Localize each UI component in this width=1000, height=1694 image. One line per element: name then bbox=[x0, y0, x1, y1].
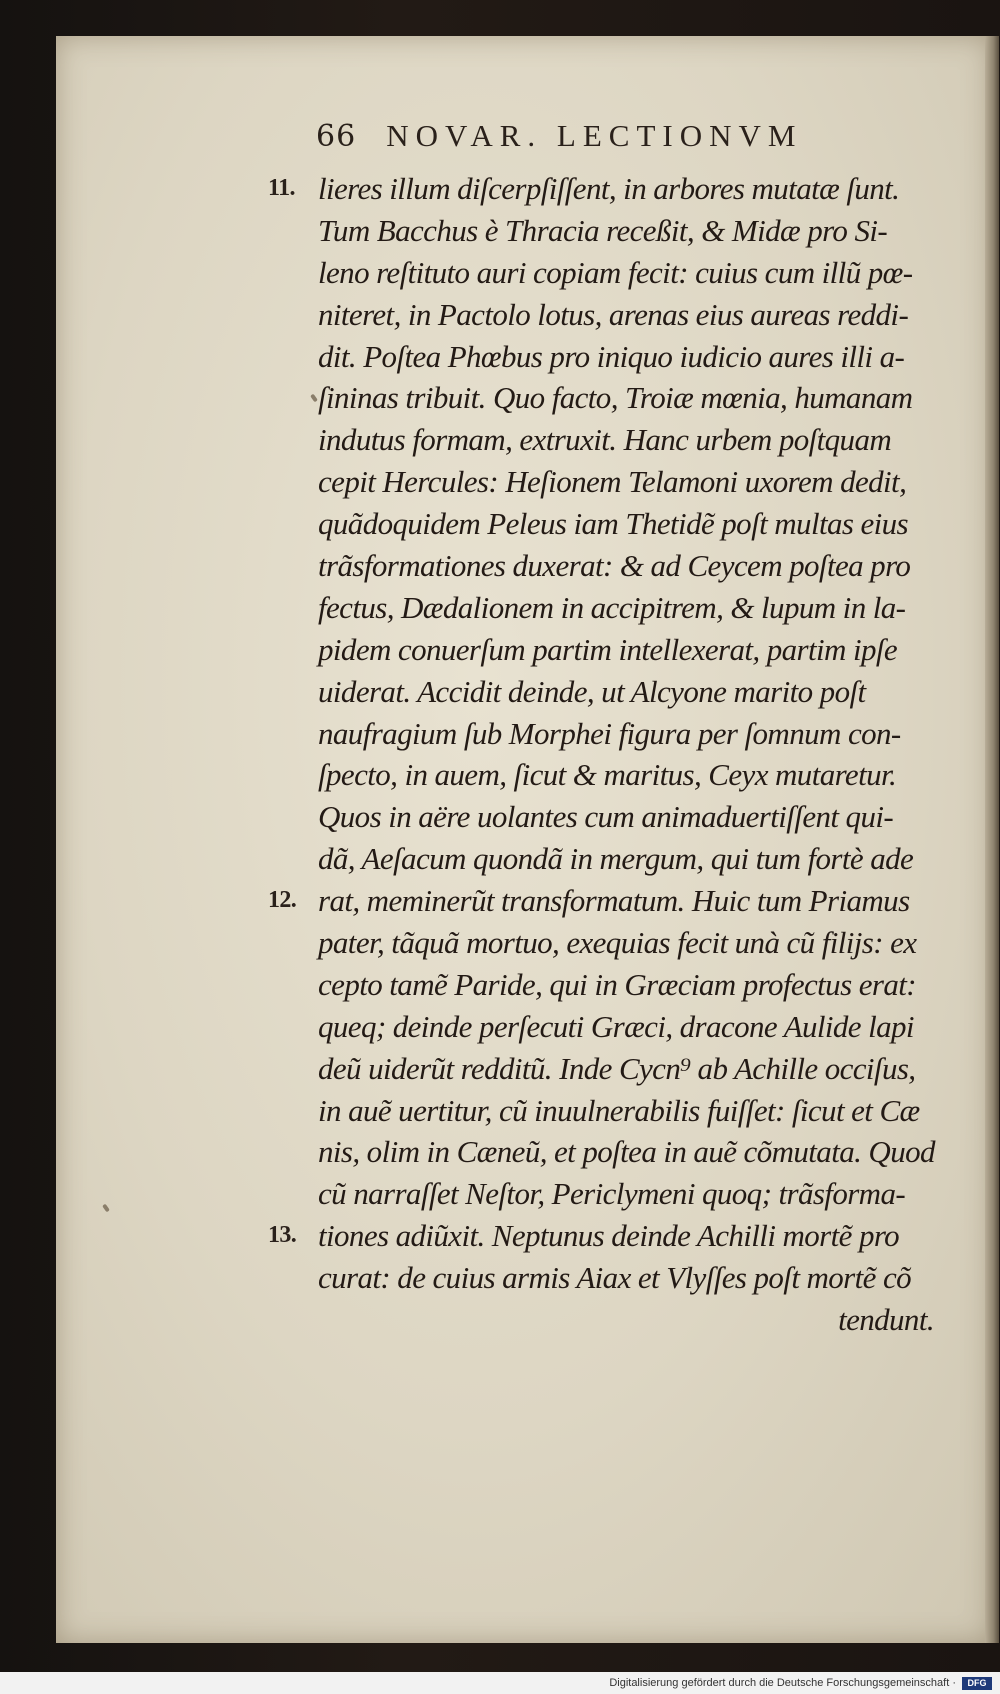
text-line bbox=[318, 377, 958, 419]
line-text: pater, tãquã mortuo, exequias fecit unà cũ filijs: ex bbox=[318, 925, 917, 961]
text-line bbox=[318, 922, 958, 964]
digitization-credit-bar bbox=[0, 1672, 1000, 1694]
line-text: curat: de cuius armis Aiax et Vlyſſes poſt mortẽ cõ bbox=[318, 1260, 912, 1296]
line-text: naufragium ſub Morphei figura per ſomnum con- bbox=[318, 715, 901, 751]
line-text: fectus, Dædalionem in accipitrem, & lupum in la- bbox=[318, 589, 906, 625]
line-text: niteret, in Pactolo lotus, arenas eius aureas reddi- bbox=[318, 296, 909, 332]
text-line bbox=[268, 168, 958, 210]
line-text: pidem conuerſum partim intellexerat, partim ipſe bbox=[318, 631, 898, 667]
text-line bbox=[318, 754, 958, 796]
text-line bbox=[318, 252, 958, 294]
line-text: leno reſtituto auri copiam fecit: cuius cum illũ pœ- bbox=[318, 254, 913, 290]
line-text: indutus formam, extruxit. Hanc urbem poſtquam bbox=[318, 422, 892, 458]
text-line bbox=[318, 1006, 958, 1048]
ink-speck bbox=[310, 394, 318, 403]
line-text: tiones adiũxit. Neptunus deinde Achilli mortẽ pro bbox=[318, 1218, 900, 1254]
text-line bbox=[318, 713, 958, 755]
text-line bbox=[318, 964, 958, 1006]
text-line bbox=[268, 1215, 958, 1257]
text-line bbox=[318, 210, 958, 252]
text-line bbox=[318, 503, 958, 545]
line-text: in auẽ uertitur, cũ inuulnerabilis fuiſſet: ſicut et Cæ bbox=[318, 1092, 920, 1128]
line-text: tendunt. bbox=[838, 1302, 934, 1338]
text-line bbox=[318, 1173, 958, 1215]
margin-number: 13. bbox=[268, 1222, 297, 1249]
page-edge bbox=[985, 36, 999, 1643]
line-text: queq; deinde perſecuti Græci, dracone Aulide lapi bbox=[318, 1008, 914, 1044]
text-line bbox=[318, 1090, 958, 1132]
text-line bbox=[318, 461, 958, 503]
digitization-credit: Digitalisierung gefördert durch die Deutsche Forschungsgemeinschaft · bbox=[609, 1677, 956, 1689]
line-text: cepto tamẽ Paride, qui in Græciam profectus erat: bbox=[318, 966, 916, 1002]
ink-speck bbox=[102, 1204, 110, 1213]
line-text: deũ uiderũt redditũ. Inde Cycn⁹ ab Achille occiſus, bbox=[318, 1050, 916, 1086]
text-line bbox=[318, 671, 958, 713]
text-line bbox=[318, 1131, 958, 1173]
line-text: dit. Poſtea Phœbus pro iniquo iudicio aures illi a- bbox=[318, 338, 905, 374]
line-text: ſininas tribuit. Quo facto, Troiæ mœnia, humanam bbox=[318, 380, 913, 416]
line-text: cũ narraſſet Neſtor, Periclymeni quoq; trãsforma- bbox=[318, 1176, 906, 1212]
running-head bbox=[316, 118, 802, 168]
line-text: trãsformationes duxerat: & ad Ceycem poſtea pro bbox=[318, 548, 911, 584]
line-text: Tum Bacchus è Thracia receßit, & Midæ pro Si- bbox=[318, 212, 888, 248]
line-text: ſpecto, in auem, ſicut & maritus, Ceyx mutaretur. bbox=[318, 757, 897, 793]
line-text: cepit Hercules: Heſionem Telamoni uxorem dedit, bbox=[318, 464, 907, 500]
margin-number: 11. bbox=[268, 175, 295, 201]
running-title: NOVAR. LECTIONVM bbox=[386, 118, 803, 153]
page-number: 66 bbox=[316, 119, 357, 154]
line-text: lieres illum diſcerpſiſſent, in arbores mutatæ ſunt. bbox=[318, 171, 900, 206]
text-line bbox=[318, 838, 958, 880]
line-text: uiderat. Accidit deinde, ut Alcyone marito poſt bbox=[318, 673, 866, 709]
line-text: nis, olim in Cæneũ, et poſtea in auẽ cõmutata. Quod bbox=[318, 1134, 935, 1170]
text-line bbox=[318, 629, 958, 671]
line-text: Quos in aëre uolantes cum animaduertiſſent qui- bbox=[318, 799, 894, 835]
text-line bbox=[318, 294, 958, 336]
text-line bbox=[318, 1257, 958, 1299]
text-line bbox=[318, 587, 958, 629]
text-line bbox=[268, 880, 958, 922]
text-line bbox=[318, 419, 958, 461]
text-line bbox=[318, 796, 958, 838]
text-line bbox=[318, 1299, 958, 1341]
text-line bbox=[318, 1048, 958, 1090]
dfg-logo: DFG bbox=[962, 1677, 992, 1690]
line-text: dã, Aeſacum quondã in mergum, qui tum fortè ade bbox=[318, 841, 914, 877]
text-line bbox=[318, 336, 958, 378]
body-text bbox=[268, 168, 958, 1341]
margin-number: 12. bbox=[268, 887, 297, 914]
line-text: rat, meminerũt transformatum. Huic tum Priamus bbox=[318, 883, 910, 919]
text-line bbox=[318, 545, 958, 587]
line-text: quãdoquidem Peleus iam Thetidẽ poſt multas eius bbox=[318, 506, 909, 542]
